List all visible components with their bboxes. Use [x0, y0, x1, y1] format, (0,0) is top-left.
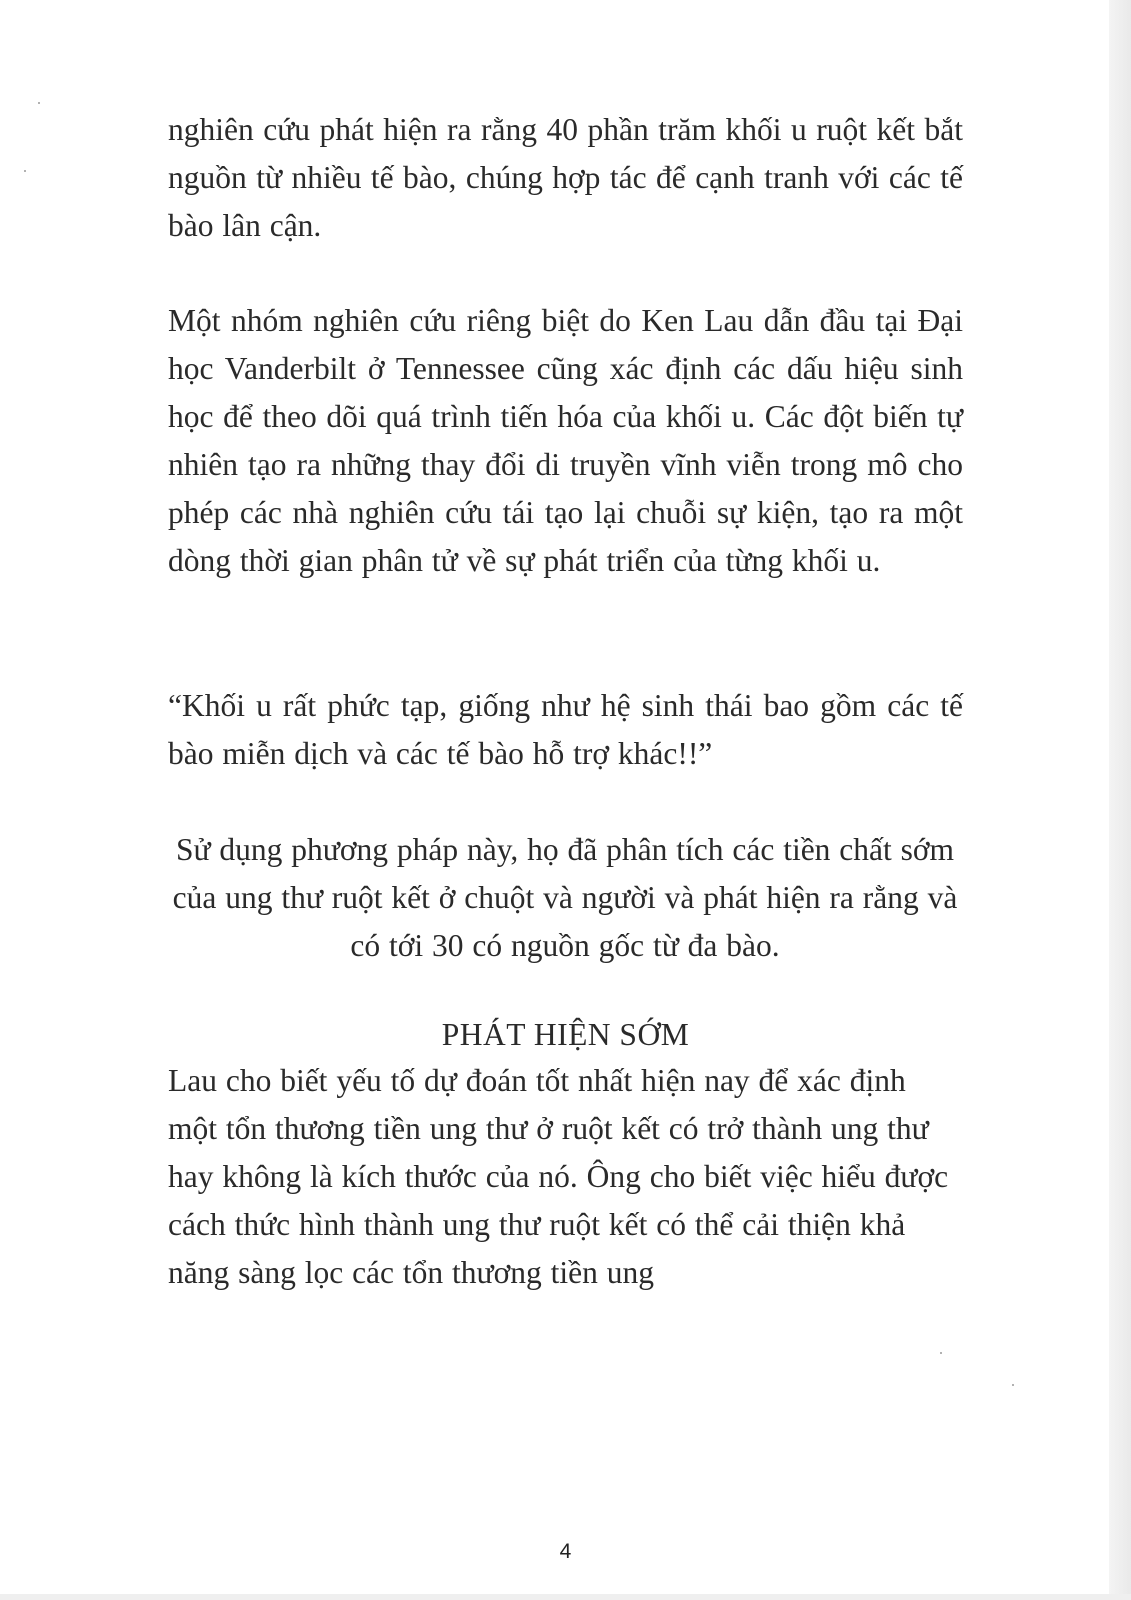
body-paragraph-2: Một nhóm nghiên cứu riêng biệt do Ken Lau dẫn đầu tại Đại học Vanderbilt ở Tennessee cũng xác định các dấu hiệu sinh học để theo dõi quá trình tiến hóa của khối u. Các đột biến tự nhiên tạo ra những thay đổi di truyền vĩnh viễn trong mô cho phép các nhà nghiên cứu tái tạo lại chuỗi sự kiện, tạo ra một dòng thời gian phân tử về sự phát triển của từng khối u.	[168, 303, 963, 578]
body-paragraph-1: nghiên cứu phát hiện ra rằng 40 phần trăm khối u ruột kết bắt nguồn từ nhiều tế bào, chúng hợp tác để cạnh tranh với các tế bào lân cận.	[168, 112, 963, 243]
quote-paragraph: “Khối u rất phức tạp, giống như hệ sinh thái bao gồm các tế bào miễn dịch và các tế bào hỗ trợ khác!!”	[168, 688, 963, 771]
scan-edge-shadow	[1109, 0, 1131, 1600]
page-number: 4	[559, 1540, 572, 1563]
section-paragraph: Lau cho biết yếu tố dự đoán tốt nhất hiện nay để xác định một tổn thương tiền ung thư ở ruột kết có trở thành ung thư hay không là kích thước của nó. Ông cho biết việc hiểu được cách thức hình thành ung thư ruột kết có thể cải thiện khả năng sàng lọc các tổn thương tiền ung	[168, 1063, 949, 1290]
scan-speck	[38, 102, 40, 104]
scan-speck	[940, 1352, 942, 1354]
scan-bottom-edge	[0, 1594, 1131, 1600]
scan-speck	[1012, 1384, 1014, 1386]
scan-speck	[24, 170, 26, 172]
section-heading: PHÁT HIỆN SỚM	[441, 1017, 690, 1052]
body-paragraph-4: Sử dụng phương pháp này, họ đã phân tích các tiền chất sớm của ung thư ruột kết ở chuột và người và phát hiện ra rằng và có tới 30 có nguồn gốc từ đa bào.	[172, 832, 958, 963]
